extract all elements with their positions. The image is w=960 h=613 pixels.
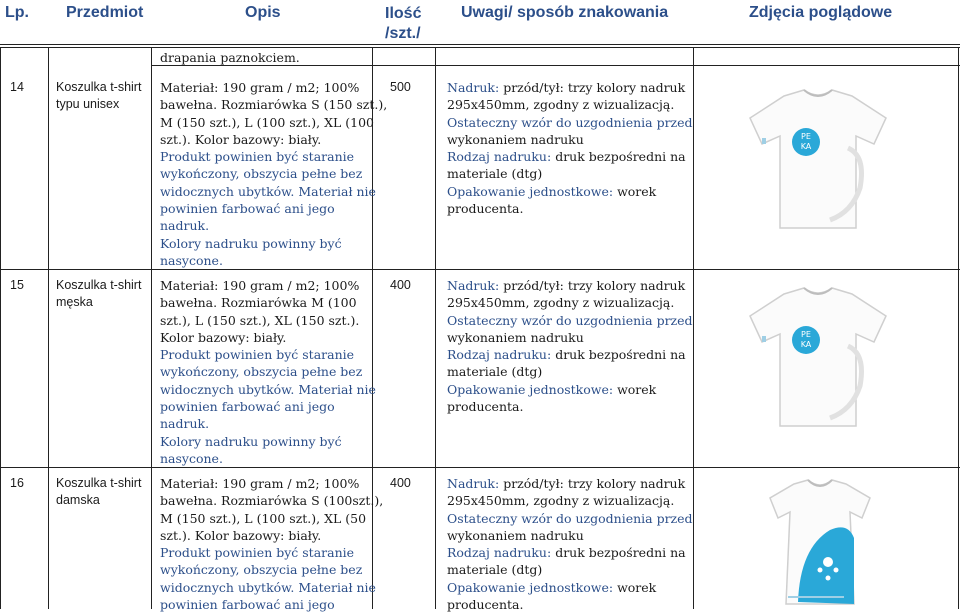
header-opis: Opis: [245, 4, 281, 21]
row-opis: Materiał: 190 gram / m2; 100% bawełna. Rozmiarówka S (100szt.), M (150 szt.), L (100 szt.), XL (50 szt.). Kolor bazowy: biały. Produkt powinien być staranie wykończony, obszycia pełne bez widocznych ubytków. Materiał nie powinien farbować ani jego: [160, 476, 384, 613]
row-ilosc: 500: [390, 80, 411, 94]
row-item: Koszulka t-shirt damska: [56, 476, 142, 508]
row-divider: [0, 269, 960, 270]
row-ilosc: 400: [390, 278, 411, 292]
row-lp: 15: [10, 278, 24, 292]
row-uwagi: Nadruk: przód/tył: trzy kolory nadruk 295x450mm, zgodny z wizualizacją. Ostateczny wzór do uzgodnienia przed wykonaniem nadruku Rodzaj nadruku: druk bezpośredni na materiale (dtg) Opakowanie jednostkowe: worek producenta.: [447, 80, 693, 217]
header-przedmiot: Przedmiot: [66, 4, 144, 21]
header-zdjecia: Zdjęcia poglądowe: [749, 4, 893, 21]
carryover-text: drapania paznokciem.: [160, 50, 300, 65]
row-lp: 14: [10, 80, 24, 94]
row-ilosc: 400: [390, 476, 411, 490]
row-uwagi: Nadruk: przód/tył: trzy kolory nadruk 295x450mm, zgodny z wizualizacją. Ostateczny wzór do uzgodnienia przed wykonaniem nadruku Rodzaj nadruku: druk bezpośredni na materiale (dtg) Opakowanie jednostkowe: worek producenta.: [447, 278, 693, 415]
table-border: [0, 47, 960, 48]
row-lp: 16: [10, 476, 24, 490]
header-uwagi: Uwagi/ sposób znakowania: [461, 4, 669, 21]
svg-text:PE: PE: [801, 132, 811, 141]
col-divider: [958, 47, 959, 609]
header-ilosc: Ilość /szt./: [385, 5, 422, 42]
tshirt-mens-image: [748, 286, 888, 431]
row-item: Koszulka t-shirt męska: [56, 278, 142, 310]
row-item: Koszulka t-shirt typu unisex: [56, 80, 142, 112]
col-divider: [0, 47, 1, 609]
col-divider: [151, 47, 152, 609]
table-header: [0, 0, 960, 42]
row-uwagi: Nadruk: przód/tył: trzy kolory nadruk 295x450mm, zgodny z wizualizacją. Ostateczny wzór do uzgodnienia przed wykonaniem nadruku Rodzaj nadruku: druk bezpośredni na materiale (dtg) Opakowanie jednostkowe: worek producenta.: [447, 476, 693, 613]
tshirt-womens-image: [758, 478, 882, 609]
col-divider: [693, 47, 694, 609]
row-divider: [0, 467, 960, 468]
row-opis: Materiał: 190 gram / m2; 100% bawełna. Rozmiarówka S (150 szt.), M (150 szt.), L (100 szt.), XL (100 szt.). Kolor bazowy: biały. Produkt powinien być staranie wykończony, obszycia pełne bez widocznych ubytków. Materiał nie powinien farbować ani jego nadruk. Kolory nadruku powinny być nasycone.: [160, 80, 388, 268]
row-opis: Materiał: 190 gram / m2; 100% bawełna. Rozmiarówka M (100 szt.), L (150 szt.), XL (150 szt.). Kolor bazowy: biały. Produkt powinien być staranie wykończony, obszycia pełne bez widocznych ubytków. Materiał nie powinien farbować ani jego nadruk. Kolory nadruku powinny być nasycone.: [160, 278, 376, 466]
col-divider: [48, 47, 49, 609]
header-lp: Lp.: [5, 4, 29, 21]
col-divider: [435, 47, 436, 609]
tshirt-unisex-image: [748, 88, 888, 233]
table-border: [0, 44, 960, 45]
svg-text:PE: PE: [801, 330, 811, 339]
svg-text:KA: KA: [800, 340, 812, 349]
svg-text:KA: KA: [800, 142, 812, 151]
